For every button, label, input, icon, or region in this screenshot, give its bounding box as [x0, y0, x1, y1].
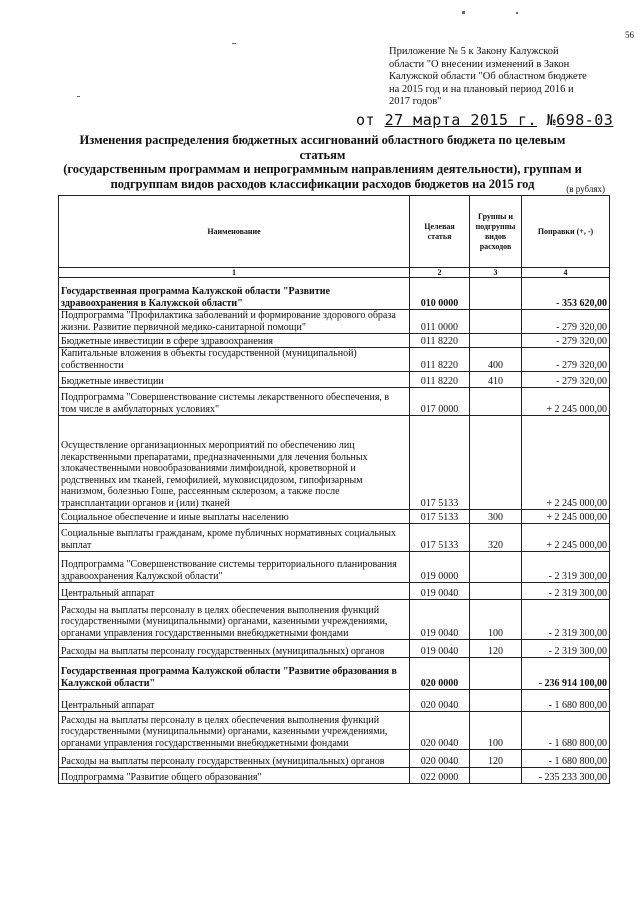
row-group-cell: 410 — [470, 372, 522, 388]
row-code-cell: 010 0000 — [410, 278, 470, 310]
table-row — [59, 552, 610, 583]
row-code-cell: 017 5133 — [410, 510, 470, 524]
row-group-cell: 300 — [470, 510, 522, 524]
row-name-cell: Социальное обеспечение и иные выплаты населению — [59, 510, 410, 524]
row-code-cell: 019 0040 — [410, 583, 470, 600]
law-date: 27 марта 2015 г. — [384, 111, 538, 129]
header-group: Группы и подгруппы видов расходов — [470, 196, 522, 268]
row-amount-cell: - 2 319 300,00 — [522, 583, 610, 600]
row-name-cell: Подпрограмма "Совершенствование системы лекарственного обеспечения, в том числе в амбулаторных условиях" — [59, 388, 410, 416]
index-cell: 2 — [410, 268, 470, 278]
law-date-number — [356, 111, 613, 129]
row-amount-cell: - 2 319 300,00 — [522, 600, 610, 640]
row-name-cell: Капитальные вложения в объекты государственной (муниципальной) собственности — [59, 348, 410, 372]
row-name-cell: Подпрограмма "Развитие общего образования" — [59, 768, 410, 784]
row-amount-cell: - 2 319 300,00 — [522, 640, 610, 658]
row-group-cell — [470, 552, 522, 583]
row-group-cell — [470, 334, 522, 348]
row-group-cell: 100 — [470, 600, 522, 640]
table-row — [59, 510, 610, 524]
table-row — [59, 658, 610, 690]
row-name-cell: Расходы на выплаты персоналу государственных (муниципальных) органов — [59, 640, 410, 658]
index-cell: 4 — [522, 268, 610, 278]
table-row — [59, 640, 610, 658]
column-index-row — [59, 268, 610, 278]
table-row — [59, 690, 610, 712]
row-group-cell — [470, 310, 522, 334]
index-cell: 3 — [470, 268, 522, 278]
title-line: подгруппам видов расходов классификации расходов бюджетов на 2015 год — [110, 176, 535, 191]
row-amount-cell: - 279 320,00 — [522, 310, 610, 334]
header-amount: Поправки (+, -) — [522, 196, 610, 268]
row-name-cell: Осуществление организационных мероприятий по обеспечению лиц лекарственными препаратами, предназначенными для лечения больных злокачественными новообразованиями лимфоидной, кроветворной и родственных им тканей, гемофилией, муковисцидозом, гипофизарным нанизмом, болезнью Гоше, рассеянным склерозом, а также после трансплантации органов и (или) тканей — [59, 416, 410, 510]
row-name-cell: Социальные выплаты гражданам, кроме публичных нормативных социальных выплат — [59, 524, 410, 552]
row-name-cell: Расходы на выплаты персоналу в целях обеспечения выполнения функций государственными (муниципальными) органами, казенными учреждениями, органами управления государственными внебюджетными фондами — [59, 600, 410, 640]
date-prefix: от — [356, 111, 376, 129]
header-name: Наименование — [59, 196, 410, 268]
row-group-cell — [470, 278, 522, 310]
table-row — [59, 768, 610, 784]
table-row — [59, 600, 610, 640]
row-amount-cell: + 2 245 000,00 — [522, 416, 610, 510]
row-code-cell: 011 0000 — [410, 310, 470, 334]
row-group-cell: 400 — [470, 348, 522, 372]
row-amount-cell: - 279 320,00 — [522, 334, 610, 348]
row-code-cell: 017 0000 — [410, 388, 470, 416]
row-code-cell: 011 8220 — [410, 372, 470, 388]
row-name-cell: Подпрограмма "Профилактика заболеваний и формирование здорового образа жизни. Развитие первичной медико-санитарной помощи" — [59, 310, 410, 334]
row-group-cell — [470, 658, 522, 690]
row-amount-cell: - 1 680 800,00 — [522, 750, 610, 768]
title-line: Изменения распределения бюджетных ассигнований областного бюджета по целевым статьям — [79, 133, 566, 162]
appendix-line: области "О внесении изменений в Закон — [389, 58, 570, 70]
row-code-cell: 020 0000 — [410, 658, 470, 690]
scan-speck — [516, 12, 518, 14]
unit-note: (в рублях) — [566, 184, 605, 194]
row-code-cell: 022 0000 — [410, 768, 470, 784]
row-group-cell: 120 — [470, 640, 522, 658]
table-row — [59, 334, 610, 348]
appendix-line: на 2015 год и на плановый период 2016 и — [389, 83, 574, 95]
scan-speck — [462, 11, 465, 14]
table-row — [59, 372, 610, 388]
scan-speck — [77, 96, 80, 97]
row-amount-cell: - 1 680 800,00 — [522, 712, 610, 750]
table-row — [59, 278, 610, 310]
row-code-cell: 019 0040 — [410, 600, 470, 640]
row-name-cell: Государственная программа Калужской области "Развитие здравоохранения в Калужской области" — [59, 278, 410, 310]
number-prefix: № — [546, 111, 557, 129]
row-group-cell: 100 — [470, 712, 522, 750]
row-group-cell: 320 — [470, 524, 522, 552]
row-code-cell: 017 5133 — [410, 416, 470, 510]
table-row — [59, 416, 610, 510]
row-code-cell: 019 0040 — [410, 640, 470, 658]
row-code-cell: 019 0000 — [410, 552, 470, 583]
row-code-cell: 020 0040 — [410, 750, 470, 768]
row-group-cell — [470, 583, 522, 600]
row-group-cell: 120 — [470, 750, 522, 768]
row-code-cell: 011 8220 — [410, 334, 470, 348]
appendix-note — [389, 46, 614, 109]
row-name-cell: Государственная программа Калужской области "Развитие образования в Калужской области" — [59, 658, 410, 690]
table-row — [59, 583, 610, 600]
row-amount-cell: - 236 914 100,00 — [522, 658, 610, 690]
row-group-cell — [470, 690, 522, 712]
row-group-cell — [470, 388, 522, 416]
table-row — [59, 750, 610, 768]
title-line: (государственным программам и непрограммным направлениям деятельности), группам и — [63, 162, 582, 176]
row-name-cell: Расходы на выплаты персоналу государственных (муниципальных) органов — [59, 750, 410, 768]
row-code-cell: 020 0040 — [410, 712, 470, 750]
row-name-cell: Расходы на выплаты персоналу в целях обеспечения выполнения функций государственными (муниципальными) органами, казенными учреждениями, органами управления государственными внебюджетными фондами — [59, 712, 410, 750]
index-cell: 1 — [59, 268, 410, 278]
row-code-cell: 017 5133 — [410, 524, 470, 552]
row-group-cell — [470, 768, 522, 784]
row-group-cell — [470, 416, 522, 510]
row-amount-cell: - 353 620,00 — [522, 278, 610, 310]
page-number: 56 — [625, 30, 634, 40]
table-row — [59, 348, 610, 372]
table-row — [59, 388, 610, 416]
appendix-line: Калужской области "Об областном бюджете — [389, 71, 587, 82]
row-name-cell: Центральный аппарат — [59, 583, 410, 600]
header-code: Целевая статья — [410, 196, 470, 268]
table-row — [59, 712, 610, 750]
row-amount-cell: - 279 320,00 — [522, 372, 610, 388]
row-name-cell: Центральный аппарат — [59, 690, 410, 712]
appendix-line: Приложение № 5 к Закону Калужской — [389, 46, 559, 57]
table-row — [59, 524, 610, 552]
row-amount-cell: - 279 320,00 — [522, 348, 610, 372]
row-amount-cell: - 1 680 800,00 — [522, 690, 610, 712]
row-code-cell: 011 8220 — [410, 348, 470, 372]
row-amount-cell: + 2 245 000,00 — [522, 510, 610, 524]
law-number: 698-03 — [556, 111, 614, 129]
row-name-cell: Подпрограмма "Совершенствование системы территориального планирования здравоохранения Калужской области" — [59, 552, 410, 583]
document-title — [60, 133, 585, 191]
row-amount-cell: + 2 245 000,00 — [522, 524, 610, 552]
row-amount-cell: - 235 233 300,00 — [522, 768, 610, 784]
row-name-cell: Бюджетные инвестиции в сфере здравоохранения — [59, 334, 410, 348]
row-amount-cell: - 2 319 300,00 — [522, 552, 610, 583]
budget-table — [58, 195, 610, 784]
scan-speck — [232, 43, 236, 44]
row-name-cell: Бюджетные инвестиции — [59, 372, 410, 388]
row-amount-cell: + 2 245 000,00 — [522, 388, 610, 416]
appendix-line: 2017 годов" — [389, 96, 442, 107]
table-row — [59, 310, 610, 334]
row-code-cell: 020 0040 — [410, 690, 470, 712]
table-header-row — [59, 196, 610, 268]
